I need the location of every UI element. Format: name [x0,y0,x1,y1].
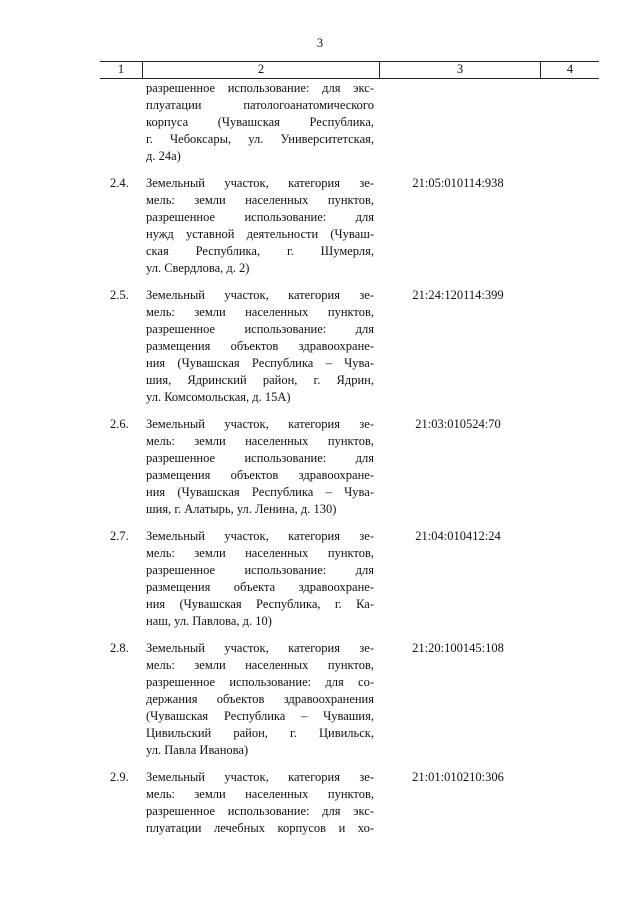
column-header-2: 2 [142,62,379,78]
description-line: Земельный участок, категория зе- [146,529,374,543]
table-header [100,61,599,79]
description-line: разрешенное использование: для экс- [146,804,374,818]
row-number: 2.7. [110,529,129,543]
description-line: Цивильский район, г. Цивильск, [146,726,374,740]
description-line: мель: земли населенных пунктов, [146,305,374,319]
column-header-4: 4 [540,62,599,78]
description-line: д. 24а) [146,149,181,163]
description-line: Земельный участок, категория зе- [146,641,374,655]
row-description [146,80,374,165]
description-line: ул. Павла Иванова) [146,743,249,757]
description-line: разрешенное использование: для со- [146,675,374,689]
description-line: мель: земли населенных пунктов, [146,787,374,801]
row-number: 2.9. [110,770,129,784]
description-line: размещения объектов здравоохране- [146,339,374,353]
description-line: разрешенное использование: для [146,210,374,224]
row-number: 2.4. [110,176,129,190]
row-number: 2.5. [110,288,129,302]
cadastral-number: 21:03:010524:70 [415,417,501,431]
description-line: плуатации лечебных корпусов и хо- [146,821,374,835]
description-line: плуатации патологоанатомического [146,98,374,112]
description-line: мель: земли населенных пунктов, [146,193,374,207]
description-line: Земельный участок, категория зе- [146,176,374,190]
description-line: г. Чебоксары, ул. Университетская, [146,132,374,146]
description-line: размещения объектов здравоохране- [146,468,374,482]
description-line: шия, г. Алатырь, ул. Ленина, д. 130) [146,502,337,516]
description-line: Земельный участок, категория зе- [146,288,374,302]
page-number: 3 [316,36,324,50]
row-description [146,416,374,518]
description-line: ния (Чувашская Республика – Чува- [146,356,374,370]
column-header-1: 1 [117,62,125,76]
description-line: (Чувашская Республика – Чувашия, [146,709,374,723]
description-line: ния (Чувашская Республика – Чува- [146,485,374,499]
description-line: разрешенное использование: для [146,563,374,577]
description-line: размещения объекта здравоохране- [146,580,374,594]
description-line: наш, ул. Павлова, д. 10) [146,614,272,628]
cadastral-number: 21:20:100145:108 [412,641,504,655]
description-line: разрешенное использование: для экс- [146,81,374,95]
description-line: ская Республика, г. Шумерля, [146,244,374,258]
description-line: нужд уставной деятельности (Чуваш- [146,227,374,241]
description-line: мель: земли населенных пунктов, [146,434,374,448]
description-line: разрешенное использование: для [146,322,374,336]
description-line: Земельный участок, категория зе- [146,417,374,431]
description-line: корпуса (Чувашская Республика, [146,115,374,129]
cadastral-number: 21:05:010114:938 [412,176,504,190]
cadastral-number: 21:01:010210:306 [412,770,504,784]
cadastral-number: 21:24:120114:399 [412,288,504,302]
description-line: шия, Ядринский район, г. Ядрин, [146,373,374,387]
row-description [146,175,374,277]
cadastral-number: 21:04:010412:24 [415,529,501,543]
description-line: разрешенное использование: для [146,451,374,465]
description-line: держания объектов здравоохранения [146,692,374,706]
description-line: мель: земли населенных пунктов, [146,546,374,560]
row-description [146,287,374,406]
row-description [146,769,374,837]
column-header-3: 3 [379,62,540,78]
description-line: ул. Свердлова, д. 2) [146,261,250,275]
description-line: ул. Комсомольская, д. 15А) [146,390,291,404]
row-number: 2.6. [110,417,129,431]
description-line: мель: земли населенных пунктов, [146,658,374,672]
description-line: ния (Чувашская Республика, г. Ка- [146,597,374,611]
row-description [146,528,374,630]
row-description [146,640,374,759]
description-line: Земельный участок, категория зе- [146,770,374,784]
row-number: 2.8. [110,641,129,655]
